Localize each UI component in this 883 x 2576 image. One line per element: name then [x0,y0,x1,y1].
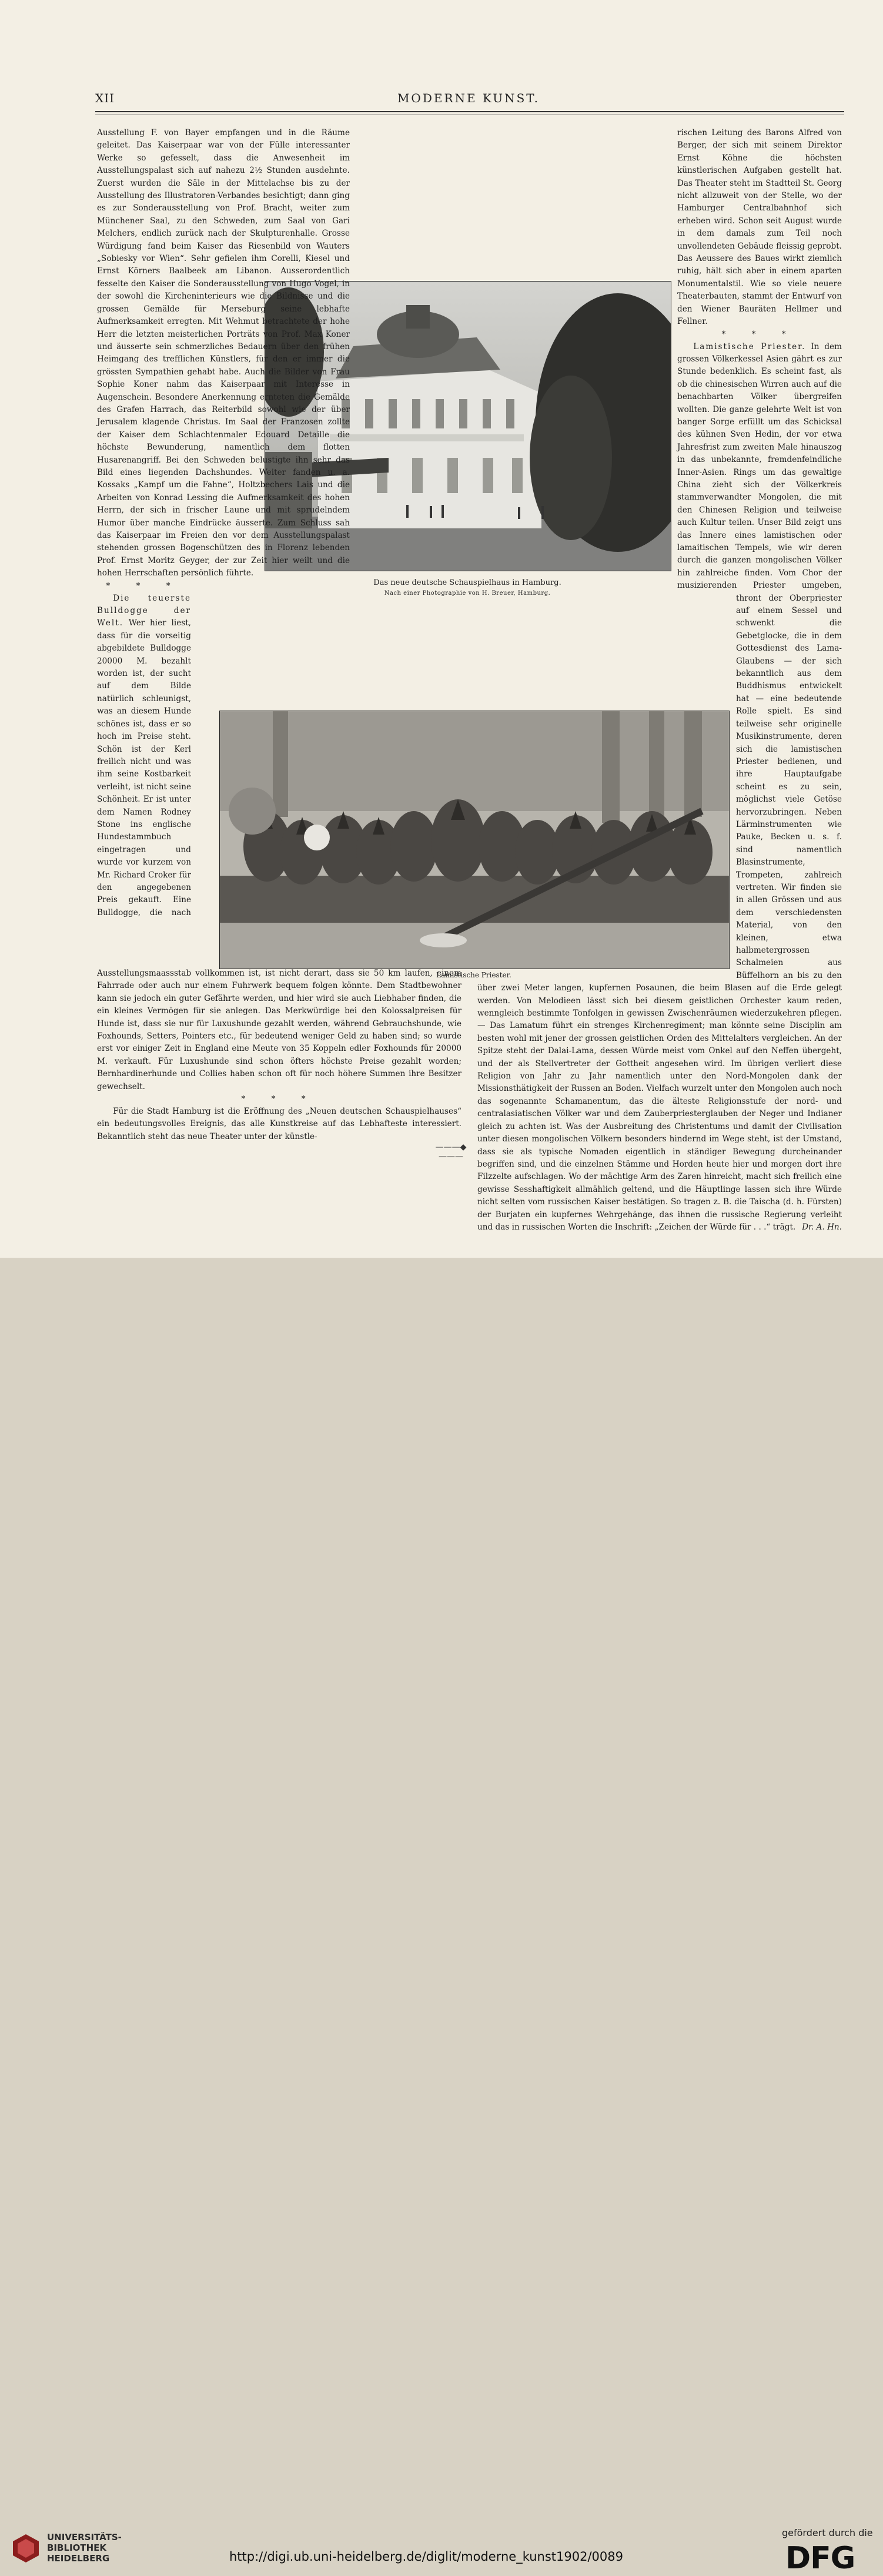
paragraph-text: In dem grossen Völkerkessel Asien gährt es zur Stunde bedenklich. Es scheint fast, als ob die chinesischen Wirren auch auf die benachbarten Völker übergreifen wollten. Die ganze gelehrte Welt ist von banger Sorge erfüllt um das Schicksal des kühnen Sven Hedin, der vor etwa Jahresfrist zum zweiten Male hinauszog in das unbekannte, fremdenfeindliche Inner-Asien. Rings um das gewaltige China zieht sich der Völkerkreis stammverwandter Mongolen, die mit den Chinesen Religion und teilweise auch Kultur teilen. Unser Bild zeigt uns das Innere eines lamistischen oder lamaitischen Tempels, wie wir deren durch die ganzen mongolischen Völker hin zahlreiche finden. Vom Chor der musizierenden Priester umgeben, thront der Oberpriester auf einem Sessel und schwenkt die Gebetglocke, die in dem Gottesdienst des Lama-Glaubens — der sich bekanntlich aus dem Buddhismus entwickelt hat — eine bedeutende Rolle spielt. Es sind teilweise sehr originelle Musikinstrumente, deren sich die lamistischen Priester bedienen, und ihre Hauptaufgabe scheint es zu sein, möglichst viele Getöse hervorzubringen. Neben Lärminstrumenten wie Pauke, Becken u. s. f. sind namentlich Blasinstrumente, Trompeten, zahlreich vertreten. Wir finden sie in allen Grössen und aus dem verschiedensten Material, von den kleinen, etwa halbmetergrossen Schalmeien aus Büffelhorn an bis zu den über zwei Meter langen, kupfernen Posaunen, die beim Blasen auf die Erde gelegt werden. Von Melodieen lässt sich bei diesem geistlichen Orchester kaum reden, wenngleich bestimmte Tonfolgen in gewissen Zwischenräumen wiederzukehren pflegen. — Das Lamatum führt ein strenges Kirchenregiment; man könnte seine Disciplin am besten wohl mit jener der grossen geistlichen Orden des Mittelalters vergleichen. An der Spitze steht der Dalai-Lama, dessen Würde meist vom Onkel auf den Neffen übergeht, und der als Stellvertreter der Gottheit angesehen wird. Im übrigen verliert diese Religion von Jahr zu Jahr namentlich unter den Nord-Mongolen dank der Missionsthätigkeit der Russen an Boden. Vielfach wurzelt unter den Mongolen auch noch das sogenannte Schamanentum, das die älteste Religionsstufe der nord- und centralasiatischen Völker war und dem Zauberpriesterglauben der Neger und Indianer gleich zu achten ist. Was der Ausbreitung des Christentums und damit der Civilisation unter diesen mongolischen Völkern besonders hindernd im Wege steht, ist der Umstand, dass sie als typische Nomaden eigentlich in ständiger Bewegung durcheinander begriffen sind, und die einzelnen Stämme und Horden heute hier und morgen dort ihre Filzzelte aufschlagen. Wo der mächtige Arm des Zaren hinreicht, macht sich freilich eine gewisse Sesshaftigkeit allmählich geltend, und die Häuptlinge lassen sich ihre Würde nicht selten vom russischen Kaiser bestätigen. So tragen z. B. die Taischa (d. h. Fürsten) der Burjaten ein kupfernes Wehrgehänge, das ihnen die russische Regierung verleiht und das in russischen Worten die Inschrift: „Zeichen der Würde für . . .“ trägt. [477,341,842,1232]
end-ornament: ———◆——— [435,1143,467,1161]
header-rule-thick [95,111,844,112]
footer-bar [0,1258,883,2576]
float-spacer-theatre [350,280,461,591]
running-head [95,91,842,109]
float-spacer-theatre [477,267,677,595]
university-library-name [47,2532,122,2564]
text-column-left [97,127,461,1143]
paragraph-text: Für die Stadt Hamburg ist die Eröffnung des „Neuen deutschen Schauspielhauses“ ein bedeutungsvolles Ereignis, das alle Kunstkreise auf das Lebhafteste interessiert. Bekanntlich steht das neue Theater unter der künstle- [97,1107,461,1141]
institution-line: BIBLIOTHEK [47,2542,106,2553]
scanned-page [0,0,883,1258]
author-signature: Dr. A. Hn. [802,1222,842,1232]
text-column-right [477,127,842,1234]
section-separator: * * * [241,1094,317,1104]
paragraph-text: rischen Leitung des Barons Alfred von Berger, der sich mit seinem Direktor Ernst Köhne die höchsten künstlerischen Aufgaben gestellt hat. Das Theater steht im Stadtteil St. Georg nicht allzuweit von der Stelle, wo der Hamburger Centralbahnhof sich erheben wird. Schon seit August wurde in dem damals zum Teil noch unvollendeten Gebäude fleissig geprobt. Das Aeussere des Baues wirkt ziemlich ruhig, hält sich aber in einem aparten Monumentalstil. Wie so viele neuere Theaterbauten, stammt der Entwurf von den Wiener Bauräten Hellmer und Fellner. [677,128,842,327]
institution-line: UNIVERSITÄTS- [47,2532,122,2542]
section-separator: * * * [106,581,182,591]
theatre-caption: Das neue deutsche Schauspielhaus in Hamburg. [373,578,561,587]
priests-caption: Lamistische Priester. [436,971,511,979]
permalink-url[interactable]: http://digi.ub.uni-heidelberg.de/diglit/moderne_kunst1902/0089 [229,2550,623,2564]
paragraph-heading: Die teuerste Bulldogge der Welt. [97,593,191,628]
paragraph-heading: Lamistische Priester. [693,341,806,351]
institution-line: HEIDELBERG [47,2553,110,2564]
sponsor-text: gefördert durch die [782,2527,873,2538]
section-separator: * * * [721,329,798,339]
paragraph [97,1106,461,1143]
paragraph-text: Ausstellung F. von Bayer empfangen und in die Räume geleitet. Das Kaiserpaar war von der Fülle interessanter Werke so gefesselt, dass die Anwesenheit im Ausstellungspalast sich auf nahezu 2½ Stunden ausdehnte. Zuerst wurden die Säle in der Mittelachse bis zu der Ausstellung des Illustratoren-Verbandes besichtigt; dann ging es zur Sonderausstellung von Prof. Bracht, weiter zum Münchener Saal, zu den Schweden, zum Saal von Gari Melchers, endlich zurück nach der Skulpturenhalle. Grosse Würdigung fand beim Kaiser das Riesenbild von Wauters „Sobiesky vor Wien“. Sehr gefielen ihm Corelli, Kiesel und Ernst Körners Baalbeek am Libanon. Ausserordentlich fesselte den Kaiser die Sonderausstellung von Hugo Vogel, in der sowohl die Kircheninterieurs wie die Bildnisse und die grossen Gemälde für Merseburg seine lebhafte Aufmerksamkeit erregten. Mit Wehmut betrachtete der hohe Herr die letzten meisterlichen Porträts von Prof. Max Koner und äusserte sein schmerzliches Bedauern über den frühen Heimgang des trefflichen Künstlers, für den er immer die grössten Sympathien gehabt habe. Auch die Bilder von Frau Sophie Koner nahm das Kaiserpaar mit Interesse in Augenschein. Besondere Anerkennung ernteten die Gemälde des Grafen Harrach, das Reiterbild sowohl wie der über Jerusalem klagende Christus. Im Saal der Franzosen zollte der Kaiser dem Schlachtenmaler Edouard Detaille die höchste Bewunderung, namentlich dem flotten Husarenangriff. Bei den Schweden belustigte ihn sehr das Bild eines liegenden Dachshundes. Weiter fanden u. a. Kossaks „Kampf um die Fahne“, Holtzbechers Lais und die Arbeiten von Konrad Lessing die Aufmerksamkeit des hohen Herrn, der sich in frischer Laune und mit sprudelndem Humor über manche Eindrücke äusserte. Zum Schluss sah das Kaiserpaar im Freien den vor dem Ausstellungspalast stehenden grossen Bogenschützen des in Florenz lebenden Prof. Ernst Moritz Geyger, der zur Zeit hier weilt und die hohen Herrschaften persönlich führte. [97,128,350,578]
university-seal-icon [12,2533,40,2564]
journal-title: MODERNE KUNST. [397,91,540,105]
dfg-logo: DFG [785,2541,855,2576]
float-spacer-priests [477,695,736,971]
float-spacer-priests [191,691,461,967]
paragraph-text: Wer hier liest, dass für die vorseitig abgebildete Bulldogge 20000 M. bezahlt worden ist, der sucht auf dem Bilde natürlich schleunigst, was an diesem Hunde schönes ist, dass er so hoch im Preise steht. Schön ist der Kerl freilich nicht und was ihm seine Kostbarkeit verleiht, ist nicht seine Schönheit. Er ist unter dem Namen Rodney Stone ins englische Hundestammbuch eingetragen und wurde vor kurzem von Mr. Richard Croker für den angegebenen Preis gekauft. Eine Bulldogge, die nach Ausstellungsmaassstab vollkommen ist, ist nicht derart, dass sie 50 km laufen, einem Fahrrade oder auch nur einem Fuhrwerk bequem folgen könnte. Dem Stadtbewohner kann sie jedoch ein guter Gefährte werden, und hier wird sie auch Liebhaber finden, die ein kleines Vermögen für sie anlegen. Das Merkwürdige bei den Kolossalpreisen für Hunde ist, dass sie nur für Luxushunde gezahlt werden, während Gebrauchshunde, wie Foxhounds, Setters, Pointers etc., für bedeutend weniger Geld zu haben sind; so wurde erst vor einiger Zeit in England eine Meute von 35 Koppeln edler Foxhounds für 20000 M. verkauft. Für Luxushunde sind schon öfters höchste Preise gezahlt worden; Bernhardinerhunde und Collies haben schon oft für noch höhere Summen ihre Besitzer gewechselt. [97,618,461,1091]
theatre-photo-credit: Nach einer Photographie von H. Breuer, Hamburg. [384,590,551,597]
page-number: XII [95,91,115,105]
